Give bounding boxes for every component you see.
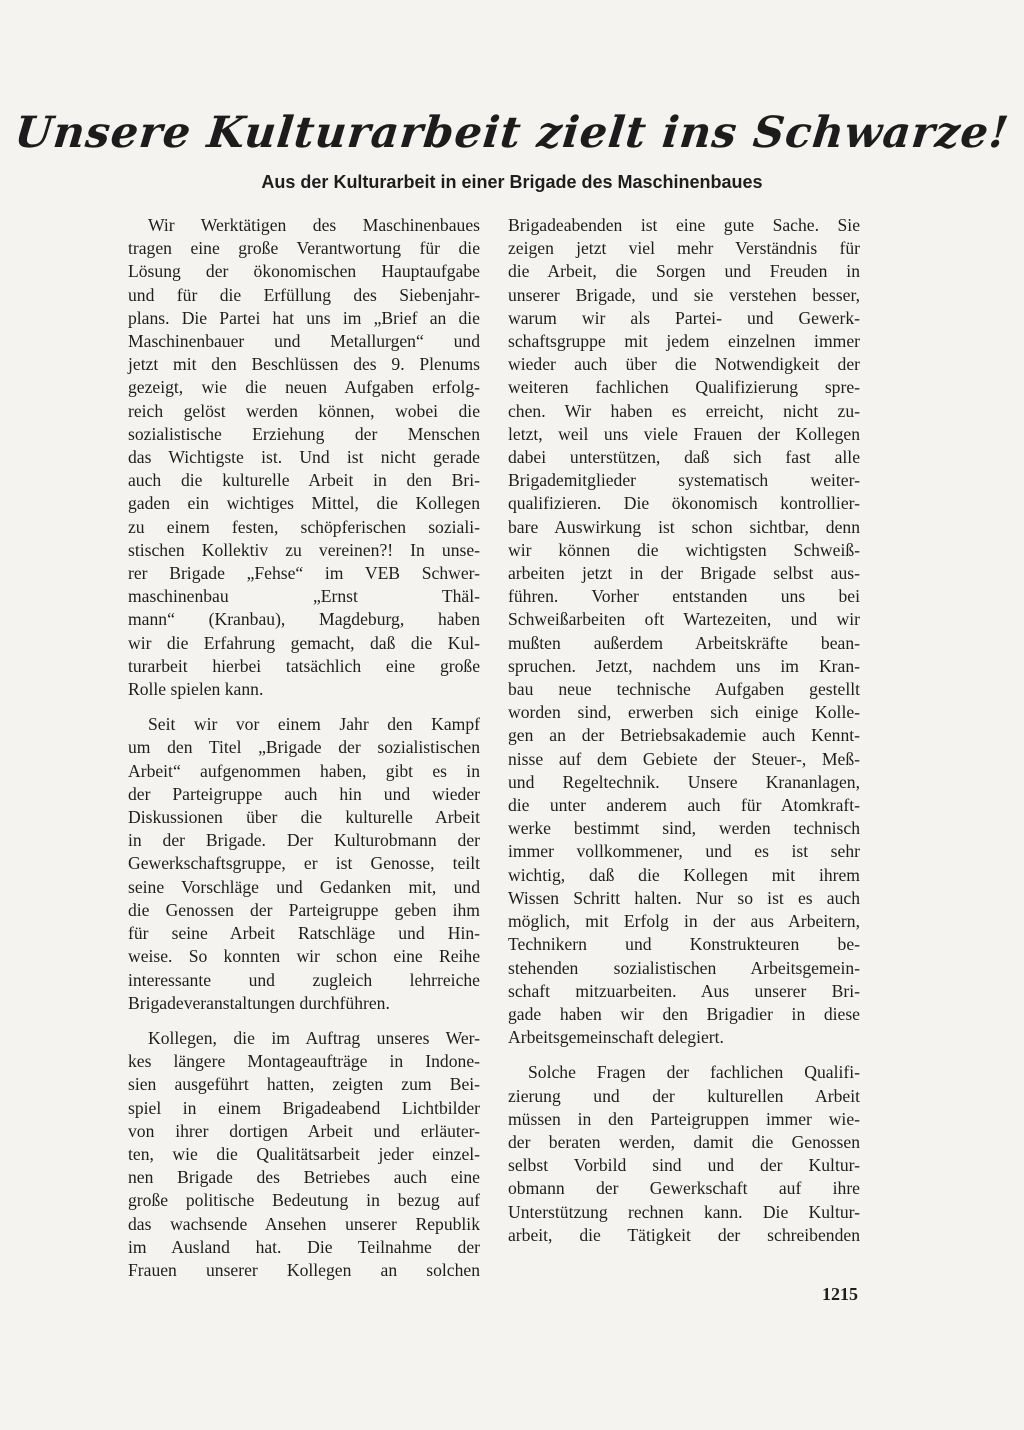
text-line: interessante und zugleich lehrreiche <box>128 969 480 990</box>
text-line: selbst Vorbild sind und der Kultur- <box>508 1155 860 1176</box>
text-line: und Regeltechnik. Unsere Krananlagen, <box>508 771 860 792</box>
text-line: Lösung der ökonomischen Hauptaufgabe <box>128 261 480 282</box>
paragraph <box>508 1061 860 1247</box>
text-line: tragen eine große Verantwortung für die <box>128 238 480 259</box>
text-line: letzt, weil uns viele Frauen der Kollegen <box>508 423 860 444</box>
text-line: obmann der Gewerkschaft auf ihre <box>508 1178 860 1199</box>
text-line: schaft mitzuarbeiten. Aus unserer Bri- <box>508 980 860 1001</box>
paragraph <box>128 713 480 1015</box>
right-column <box>508 214 860 1259</box>
text-line: plans. Die Partei hat uns im „Brief an die <box>128 307 480 328</box>
text-line: rer Brigade „Fehse“ im VEB Schwer- <box>128 563 480 584</box>
text-line: dabei unterstützen, daß sich fast alle <box>508 447 860 468</box>
text-line: kes längere Montageaufträge in Indone- <box>128 1051 480 1072</box>
text-line: gaden ein wichtiges Mittel, die Kollegen <box>128 493 480 514</box>
text-line: qualifizieren. Die ökonomisch kontrollier- <box>508 493 860 514</box>
text-line: zu einem festen, schöpferischen soziali- <box>128 516 480 537</box>
text-line: gen an der Betriebsakademie auch Kennt- <box>508 725 860 746</box>
text-line: bau neue technische Aufgaben gestellt <box>508 679 860 700</box>
text-line: Gewerkschaftsgruppe, er ist Genosse, teilt <box>128 853 480 874</box>
text-line: Solche Fragen der fachlichen Qualifi- <box>528 1062 860 1083</box>
text-line: zierung und der kulturellen Arbeit <box>508 1085 860 1106</box>
text-line: Maschinenbauer und Metallurgen“ und <box>128 331 480 352</box>
text-line: das Wichtigste ist. Und ist nicht gerade <box>128 447 480 468</box>
text-line: jetzt mit den Beschlüssen des 9. Plenums <box>128 354 480 375</box>
text-line: spruchen. Jetzt, nachdem uns im Kran- <box>508 655 860 676</box>
text-line: Technikern und Konstrukteuren be- <box>508 934 860 955</box>
text-line: die Arbeit, die Sorgen und Freuden in <box>508 261 860 282</box>
text-line: von ihrer dortigen Arbeit und erläuter- <box>128 1120 480 1141</box>
text-line: um den Titel „Brigade der sozialistischen <box>128 737 480 758</box>
text-line: gade haben wir den Brigadier in diese <box>508 1003 860 1024</box>
text-line: Brigademitglieder systematisch weiter- <box>508 470 860 491</box>
text-line: Seit wir vor einem Jahr den Kampf <box>148 714 480 735</box>
text-line: zeigen jetzt viel mehr Verständnis für <box>508 238 860 259</box>
text-line: Arbeitsgemeinschaft delegiert. <box>508 1027 724 1048</box>
headline: Unsere Kulturarbeit zielt ins Schwarze! <box>12 108 1012 158</box>
text-line: und für die Erfüllung des Siebenjahr- <box>128 284 480 305</box>
text-line: Wissen Schritt halten. Nur so ist es auch <box>508 887 860 908</box>
text-line: reich gelöst werden können, wobei die <box>128 400 480 421</box>
text-line: führen. Vorher entstanden uns bei <box>508 586 860 607</box>
text-line: sien ausgeführt hatten, zeigten zum Bei- <box>128 1074 480 1095</box>
text-line: Kollegen, die im Auftrag unseres Wer- <box>148 1027 480 1048</box>
text-line: stischen Kollektiv zu vereinen?! In unse- <box>128 539 480 560</box>
text-line: seine Vorschläge und Gedanken mit, und <box>128 876 480 897</box>
text-line: bare Auswirkung ist schon sichtbar, denn <box>508 516 860 537</box>
text-line: werke bestimmt sind, werden technisch <box>508 818 860 839</box>
text-line: die Genossen der Parteigruppe geben ihm <box>128 899 480 920</box>
paragraph <box>128 214 480 701</box>
text-line: der Parteigruppe auch hin und wieder <box>128 783 480 804</box>
text-line: möglich, mit Erfolg in der aus Arbeitern, <box>508 911 860 932</box>
text-line: gezeigt, wie die neuen Aufgaben erfolg- <box>128 377 480 398</box>
text-line: wir die Erfahrung gemacht, daß die Kul- <box>128 632 480 653</box>
text-line: Brigadeveranstaltungen durchführen. <box>128 992 390 1013</box>
text-line: wieder auch über die Notwendigkeit der <box>508 354 860 375</box>
text-line: unserer Brigade, und sie verstehen besser, <box>508 284 860 305</box>
text-line: turarbeit hierbei tatsächlich eine große <box>128 655 480 676</box>
text-line: mußten außerdem Arbeitskräfte bean- <box>508 632 860 653</box>
paragraph <box>508 214 860 1049</box>
text-line: arbeit, die Tätigkeit der schreibenden <box>508 1224 860 1245</box>
text-line: im Ausland hat. Die Teilnahme der <box>128 1236 480 1257</box>
text-line: der beraten werden, damit die Genossen <box>508 1131 860 1152</box>
text-line: chen. Wir haben es erreicht, nicht zu- <box>508 400 860 421</box>
text-line: mann“ (Kranbau), Magdeburg, haben <box>128 609 480 630</box>
text-line: sozialistische Erziehung der Menschen <box>128 423 480 444</box>
text-line: die unter anderem auch für Atomkraft- <box>508 795 860 816</box>
text-line: das wachsende Ansehen unserer Republik <box>128 1213 480 1234</box>
text-line: arbeiten jetzt in der Brigade selbst aus- <box>508 563 860 584</box>
text-line: auch die kulturelle Arbeit in den Bri- <box>128 470 480 491</box>
text-line: Rolle spielen kann. <box>128 679 264 700</box>
text-line: wichtig, daß die Kollegen mit ihrem <box>508 864 860 885</box>
text-line: für seine Arbeit Ratschläge und Hin- <box>128 923 480 944</box>
text-line: in der Brigade. Der Kulturobmann der <box>128 830 480 851</box>
text-line: Frauen unserer Kollegen an solchen <box>128 1259 480 1280</box>
text-line: spiel in einem Brigadeabend Lichtbilder <box>128 1097 480 1118</box>
text-line: weise. So konnten wir schon eine Reihe <box>128 946 480 967</box>
text-line: Schweißarbeiten oft Wartezeiten, und wir <box>508 609 860 630</box>
subheadline: Aus der Kulturarbeit in einer Brigade des Maschinenbaues <box>261 172 763 192</box>
page-number: 1215 <box>822 1284 858 1304</box>
text-line: weiteren fachlichen Qualifizierung spre- <box>508 377 860 398</box>
paragraph <box>128 1027 480 1282</box>
text-line: ten, wie die Qualitätsarbeit jeder einzel- <box>128 1143 480 1164</box>
text-line: wir können die wichtigsten Schweiß- <box>508 539 860 560</box>
text-line: Diskussionen über die kulturelle Arbeit <box>128 807 480 828</box>
text-line: Arbeit“ aufgenommen haben, gibt es in <box>128 760 480 781</box>
text-line: Brigadeabenden ist eine gute Sache. Sie <box>508 215 860 235</box>
text-line: maschinenbau „Ernst Thäl- <box>128 586 480 607</box>
text-line: große politische Bedeutung in bezug auf <box>128 1190 480 1211</box>
text-line: immer vollkommener, und es ist sehr <box>508 841 860 862</box>
left-column <box>128 214 480 1294</box>
text-line: warum wir als Partei- und Gewerk- <box>508 307 860 328</box>
text-line: stehenden sozialistischen Arbeitsgemein- <box>508 957 860 978</box>
text-line: worden sind, erwerben sich einige Kolle- <box>508 702 860 723</box>
text-line: Wir Werktätigen des Maschinenbaues <box>148 215 480 235</box>
text-line: schaftsgruppe mit jedem einzelnen immer <box>508 331 860 352</box>
text-line: müssen in den Parteigruppen immer wie- <box>508 1108 860 1129</box>
text-line: nisse auf dem Gebiete der Steuer-, Meß- <box>508 748 860 769</box>
text-line: nen Brigade des Betriebes auch eine <box>128 1167 480 1188</box>
text-line: Unterstützung rechnen kann. Die Kultur- <box>508 1201 860 1222</box>
